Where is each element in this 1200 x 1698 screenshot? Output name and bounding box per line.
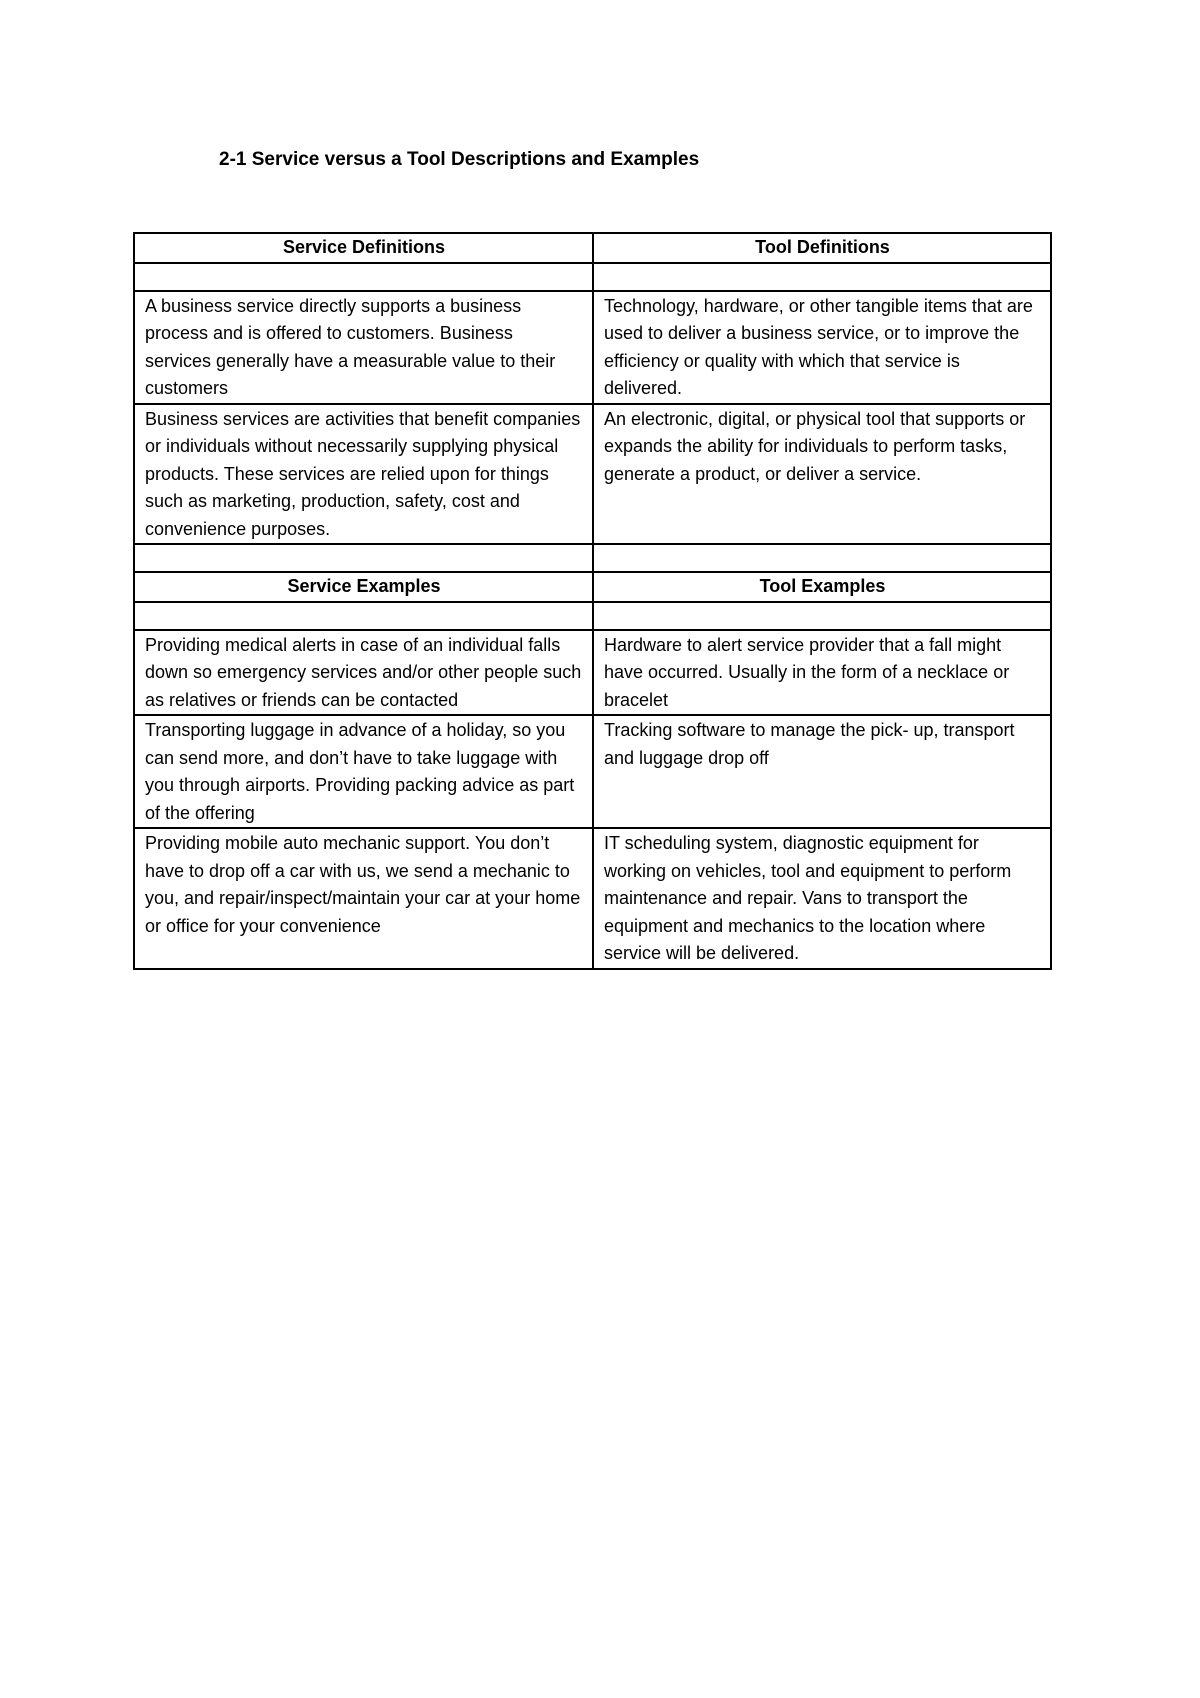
service-tool-table xyxy=(133,232,1052,970)
empty-cell xyxy=(593,544,1051,572)
empty-cell xyxy=(134,263,593,291)
service-example-cell: Providing medical alerts in case of an individual falls down so emergency services and/or other people such as relatives or friends can be contacted xyxy=(134,630,593,716)
table-row xyxy=(134,291,1051,404)
table-row xyxy=(134,572,1051,602)
table-row xyxy=(134,828,1051,969)
table-row xyxy=(134,233,1051,263)
tool-example-cell: IT scheduling system, diagnostic equipment for working on vehicles, tool and equipment to perform maintenance and repair. Vans to transport the equipment and mechanics to the location where service will be delivered. xyxy=(593,828,1051,969)
service-definition-cell: A business service directly supports a business process and is offered to customers. Business services generally have a measurable value to their customers xyxy=(134,291,593,404)
table-row xyxy=(134,602,1051,630)
service-examples-header: Service Examples xyxy=(134,572,593,602)
table-row xyxy=(134,715,1051,828)
tool-definition-cell: An electronic, digital, or physical tool that supports or expands the ability for individuals to perform tasks, generate a product, or deliver a service. xyxy=(593,404,1051,545)
table-row xyxy=(134,630,1051,716)
tool-definitions-header: Tool Definitions xyxy=(593,233,1051,263)
table-row xyxy=(134,544,1051,572)
table-row xyxy=(134,263,1051,291)
service-example-cell: Providing mobile auto mechanic support. You don’t have to drop off a car with us, we send a mechanic to you, and repair/inspect/maintain your car at your home or office for your convenience xyxy=(134,828,593,969)
service-example-cell: Transporting luggage in advance of a holiday, so you can send more, and don’t have to take luggage with you through airports. Providing packing advice as part of the offering xyxy=(134,715,593,828)
empty-cell xyxy=(134,602,593,630)
empty-cell xyxy=(593,263,1051,291)
service-definitions-header: Service Definitions xyxy=(134,233,593,263)
service-definition-cell: Business services are activities that benefit companies or individuals without necessarily supplying physical products. These services are relied upon for things such as marketing, production, safety, cost and convenience purposes. xyxy=(134,404,593,545)
page-title: 2-1 Service versus a Tool Descriptions and Examples xyxy=(219,149,700,170)
tool-examples-header: Tool Examples xyxy=(593,572,1051,602)
table-row xyxy=(134,404,1051,545)
empty-cell xyxy=(593,602,1051,630)
tool-example-cell: Hardware to alert service provider that a fall might have occurred. Usually in the form of a necklace or bracelet xyxy=(593,630,1051,716)
tool-example-cell: Tracking software to manage the pick- up, transport and luggage drop off xyxy=(593,715,1051,828)
tool-definition-cell: Technology, hardware, or other tangible items that are used to deliver a business service, or to improve the efficiency or quality with which that service is delivered. xyxy=(593,291,1051,404)
empty-cell xyxy=(134,544,593,572)
